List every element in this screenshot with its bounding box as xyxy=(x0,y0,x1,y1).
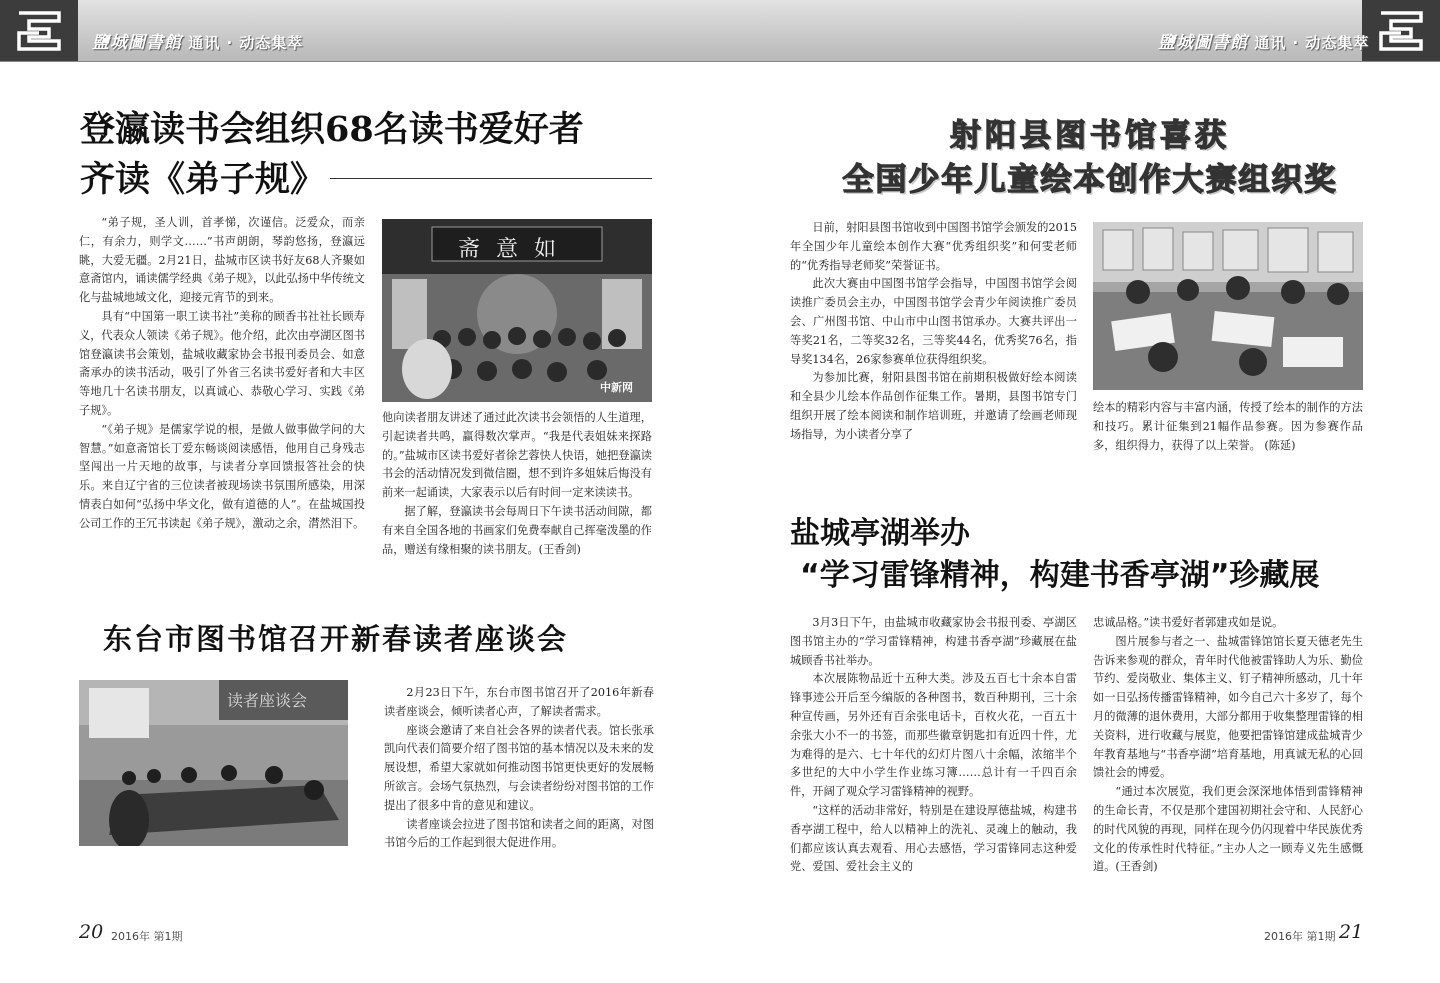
article3-column1 xyxy=(790,219,1077,445)
paragraph: “这样的活动非常好，特别是在建设厚德盐城，构建书香亭湖工程中，给人以精神上的洗礼、灵魂上的触动，我们都应该认真去观看、用心去感悟，学习雷锋同志这种爱党、爱国、爱社会主义的 xyxy=(790,803,1077,874)
article3-title-line2: 全国少年儿童绘本创作大赛组织奖 xyxy=(842,162,1338,198)
article1-title-line2: 齐读《弟子规》 xyxy=(80,159,326,200)
library-name: 鹽城圖書館 xyxy=(92,33,182,53)
children-drawing-photo xyxy=(1093,222,1363,390)
section-label: 通讯 · 动态集萃 xyxy=(188,34,304,52)
children-drawing-illustration xyxy=(1093,222,1363,390)
article3-column2 xyxy=(1093,399,1363,455)
paragraph: 2月23日下午，东台市图书馆召开了2016年新春读者座谈会，倾听读者心声，了解读者需求。 xyxy=(384,686,654,718)
library-logo-icon xyxy=(17,11,61,51)
right-logo-block xyxy=(1362,0,1440,61)
paragraph: 此次大赛由中国图书馆学会指导，中国图书馆学会阅读推广委员会主办，中国图书馆学会青少年阅读推广委员会、广州图书馆、中山市中山图书馆承办。大赛共评出一等奖21名，二等奖32名，三等奖44名，优秀奖76名，指导奖134名，26家参赛单位获得组织奖。 xyxy=(790,277,1077,366)
left-issue-label: 2016年 第1期 xyxy=(111,930,183,943)
right-issue-label: 2016年 第1期 xyxy=(1264,930,1336,943)
paragraph: 忠诚品格。”读书爱好者郭建戎如是说。 xyxy=(1093,616,1284,629)
photo-sign: 斋意如 xyxy=(458,237,573,262)
header-title-left xyxy=(92,28,303,53)
article2-title: 东台市图书馆召开新春读者座谈会 xyxy=(103,622,569,656)
article4-column1 xyxy=(790,614,1077,877)
paragraph: “通过本次展览，我们更会深深地体悟到雷锋精神的生命长青，不仅是那个建国初期社会守和、人民舒心的时代风貌的再现，同样在现今仍闪现着中华民族优秀文化的传承性时代特征。”主办人之一顾寿义先生感慨道。(王香剑) xyxy=(1093,785,1363,874)
paragraph: 读者座谈会拉进了图书馆和读者之间的距离，对图书馆今后的工作起到很大促进作用。 xyxy=(384,817,654,850)
photo-banner: 读者座谈会 xyxy=(227,691,308,710)
forum-photo xyxy=(79,680,348,846)
paragraph: 他向读者朋友讲述了通过此次读书会领悟的人生道理，引起读者共鸣，赢得数次掌声。“我是代表姐妹来探路的。”盐城市区读书爱好者徐艺蓉快人快语，她把登瀛读书会的活动情况发到微信圈，想不到许多姐妹后悔没有前来一起诵读，大家表示以后有时间一定来读读书。 xyxy=(382,411,652,500)
title-rule xyxy=(330,178,652,179)
paragraph: 日前，射阳县图书馆收到中国图书馆学会颁发的2015年全国少年儿童绘本创作大赛“优秀组织奖”和何雯老师的“优秀指导老师奖”荣誉证书。 xyxy=(790,221,1077,272)
article1-column1 xyxy=(79,214,365,534)
article1-title-line1: 登瀛读书会组织68名读书爱好者 xyxy=(80,109,584,150)
article2-body xyxy=(384,684,654,853)
paragraph: 为参加比赛，射阳县图书馆在前期积极做好绘本阅读和全县少儿绘本作品创作征集工作。暑期，县图书馆专门组织开展了绘本阅读和制作培训班，并邀请了绘画老师现场指导，为小读者分享了 xyxy=(790,371,1077,441)
paragraph: 据了解，登瀛读书会每周日下午读书活动间隙，都有来自全国各地的书画家们免费奉献自己挥毫泼墨的作品，赠送有缘相聚的读书朋友。(王香剑) xyxy=(382,504,652,556)
header-title-right xyxy=(1158,28,1369,53)
paragraph: “《弟子规》是儒家学说的根，是做人做事做学问的大智慧。”如意斋馆长丁爱东畅谈阅读感悟，他用自己身残志坚闯出一片天地的故事，与读者分享回馈报答社会的快乐。来自辽宁省的三位读者被现场读书氛围所感染，用深情表白如何“弘扬中华文化，做有道德的人”。在盐城国投公司工作的王冗书读起《弟子规》，激动之余，潸然泪下。 xyxy=(79,422,365,530)
paragraph: 本次展陈物品近十五种大类。涉及五百七十余本自雷锋事迹公开后至今编版的各种图书，数百种期刊，三十余种宣传画，另外还有百余张电话卡，百枚火花，一百五十余张大小不一的书签，而那些徽章钥匙扣有近四十件，尤为难得的是六、七十年代的幻灯片图八十余幅，浓缩半个多世纪的大中小学生作业练习簿……总计有一千四百余件，开阔了观众学习雷锋精神的视野。 xyxy=(790,672,1077,799)
photo-watermark: 中新网 xyxy=(600,381,633,394)
left-logo-block xyxy=(0,0,78,61)
left-page-number: 20 xyxy=(79,921,104,943)
article1-column2 xyxy=(382,409,652,559)
article4-column2 xyxy=(1093,614,1363,877)
article4-title-line1: 盐城亭湖举办 xyxy=(790,516,970,551)
reading-event-photo xyxy=(382,219,652,402)
paragraph: “弟子规，圣人训，首孝悌，次谨信。泛爱众，而亲仁，有余力，则学文……”书声朗朗，琴韵悠扬，登瀛远眺，大爱无疆。2月21日，盐城市区读书好友68人齐聚如意斋馆内，诵读儒学经典《弟子规》，以此弘扬中华传统文化与盐城地域文化，迎接元宵节的到来。 xyxy=(79,216,365,305)
paragraph: 绘本的精彩内容与丰富内涵，传授了绘本的制作的方法和技巧。累计征集到21幅作品参赛。因为参赛作品多，组织得力，获得了以上荣誉。 (陈延) xyxy=(1093,401,1363,452)
article3-title-line1: 射阳县图书馆喜获 xyxy=(950,118,1230,154)
paragraph: 3月3日下午，由盐城市收藏家协会书报刊委、亭湖区图书馆主办的“学习雷锋精神，构建书香亭湖”珍藏展在盐城顾香书社举办。 xyxy=(790,616,1077,667)
right-page-number: 21 xyxy=(1339,921,1364,943)
forum-illustration xyxy=(79,680,348,846)
paragraph: 图片展参与者之一、盐城雷锋馆馆长夏天德老先生告诉来参观的群众，青年时代他被雷锋助人为乐、勤俭节约、爱岗敬业、集体主义、钉子精神所感动，几十年如一日弘扬传播雷锋精神，如今自己六十多岁了，每个月的微薄的退休费用，大部分都用于收集整理雷锋的相关资料，进行收藏与展览，他要把雷锋馆建成盐城青少年教育基地与“书香亭湖”培育基地，用真诚无私的心回馈社会的博爱。 xyxy=(1093,634,1363,780)
paragraph: 具有“中国第一职工读书社”美称的顾香书社社长顾寿义，代表众人领读《弟子规》。他介绍，此次由亭湖区图书馆登瀛读书会策划，盐城收藏家协会书报刊委员会、如意斋承办的读书活动，吸引了外省三名读书爱好者和大丰区等地几十名读书朋友，以真诚心、恭敬心学习、实践《弟子规》。 xyxy=(79,309,365,417)
library-name: 鹽城圖書館 xyxy=(1158,33,1248,53)
library-logo-icon xyxy=(1379,11,1423,51)
section-label: 通讯 · 动态集萃 xyxy=(1254,34,1370,52)
article4-title-line2: “学习雷锋精神，构建书香亭湖”珍藏展 xyxy=(800,558,1320,593)
paragraph: 座谈会邀请了来自社会各界的读者代表。馆长张承凯向代表们简要介绍了图书馆的基本情况以及未来的发展设想，希望大家就如何推动图书馆更快更好的发展畅所欲言。会场气氛热烈，与会读者纷纷对图书馆的工作提出了很多中肯的意见和建议。 xyxy=(384,723,654,812)
